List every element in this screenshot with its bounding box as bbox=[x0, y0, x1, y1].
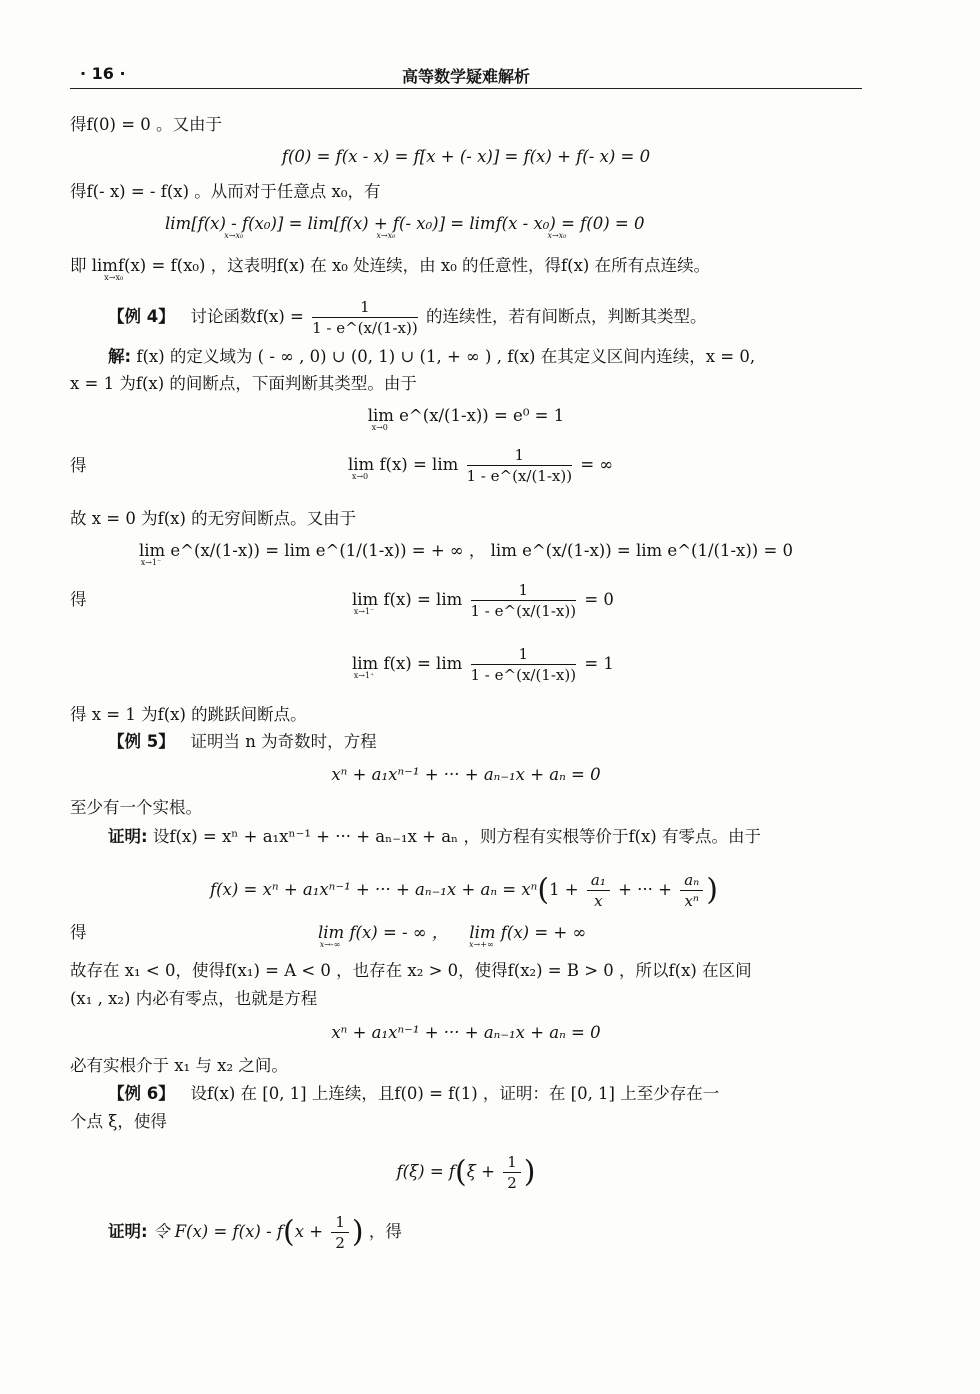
text-line: 得 bbox=[70, 456, 87, 475]
example-label: 【例 5】 bbox=[108, 732, 175, 751]
limit-expression: lim[f(x) - f(x₀)] = x→x₀ bbox=[165, 214, 303, 240]
running-title: 高等数学疑难解析 bbox=[401, 67, 530, 86]
fraction: $\frac{1}{1 - e\^{}(x/(1-x))}$ bbox=[470, 645, 577, 684]
text-line: 即 limf(x) = f(x₀) ，这表明f(x) 在 x₀ 处连续，由 x₀ 的任意性，得f(x) 在所有点连续。 x→x₀ bbox=[70, 256, 711, 282]
proof-line: 证明: 令 F(x) = f(x) - f(x + $\frac{1}{2}$ ) ，得 bbox=[108, 1213, 402, 1252]
limit-expression: lim[f(x) + f(- x₀)] = x→x₀ bbox=[307, 214, 465, 240]
proof-line: 证明: 设f(x) = xⁿ + a₁xⁿ⁻¹ + ··· + aₙ₋₁x + aₙ ，则方程有实根等价于f(x) 有零点。由于 bbox=[108, 827, 761, 846]
limit-expression: limf(x - x₀) = f(0) = 0 x→x₀ bbox=[469, 214, 645, 240]
fraction: $\frac{1}{1 - e\^{}(x/(1-x))}$ bbox=[312, 298, 418, 337]
page-number: · 16 · bbox=[80, 64, 126, 83]
text-line: 故 x = 0 为f(x) 的无穷间断点。又由于 bbox=[70, 509, 357, 528]
equation bbox=[70, 405, 862, 432]
text-line: 得 bbox=[70, 923, 87, 942]
equation: xⁿ + a₁xⁿ⁻¹ + ··· + aₙ₋₁x + aₙ = 0 bbox=[331, 765, 601, 784]
equation: f(ξ) = f(ξ + $\frac{1}{2}$ ) bbox=[396, 1153, 536, 1192]
example-label: 【例 6】 bbox=[108, 1084, 175, 1103]
equation: lim f(x) = lim x→1⁻ $\frac{1}{1 - e\^{}(x/(1-x))}$ = 0 bbox=[352, 581, 614, 620]
equation bbox=[70, 540, 862, 567]
limit-expression: lim f(x) = lim x→1⁻ bbox=[352, 590, 463, 616]
equation: lim f(x) = lim x→1⁺ $\frac{1}{1 - e\^{}(x/(1-x))}$ = 1 bbox=[352, 645, 614, 684]
limit-expression: lim f(x) = lim x→0 bbox=[348, 455, 459, 481]
example-4: 【例 4】 讨论函数f(x) = $\frac{1}{1 - e\^{}(x/(1-x))}$ 的连续性，若有间断点，判断其类型。 bbox=[108, 298, 707, 337]
example-label: 【例 4】 bbox=[108, 307, 175, 326]
limit-expression: lim f(x) = - ∞ ， x→-∞ bbox=[318, 923, 449, 949]
solution-label: 解: bbox=[108, 347, 132, 366]
equation: xⁿ + a₁xⁿ⁻¹ + ··· + aₙ₋₁x + aₙ = 0 bbox=[331, 1023, 601, 1042]
page-header bbox=[70, 58, 862, 89]
proof-label: 证明: bbox=[108, 1222, 148, 1241]
limit-expression: lim f(x) = lim x→1⁺ bbox=[352, 654, 463, 680]
equation: f(0) = f(x - x) = f[x + (- x)] = f(x) + f(- x) = 0 bbox=[281, 147, 651, 166]
text-line: 个点 ξ，使得 bbox=[70, 1112, 167, 1131]
text-line: x = 1 为f(x) 的间断点，下面判断其类型。由于 bbox=[70, 374, 417, 393]
limit-expression: lim e^(x/(1-x)) = lim e^(1/(1-x)) = + ∞ ， lim e^(x/(1-x)) = lim e^(1/(1-x)) = 0 x→1⁻ bbox=[138, 541, 794, 567]
fraction: $\frac{1}{2}$ bbox=[331, 1212, 349, 1253]
limit-expression: limf(x) = f(x₀) ，这表明f(x) 在 x₀ 处连续，由 x₀ 的任意性，得f(x) 在所有点连续。 x→x₀ bbox=[91, 256, 711, 282]
limit-expression: lim e^(x/(1-x)) = e⁰ = 1 x→0 bbox=[367, 406, 565, 432]
equation bbox=[318, 922, 587, 949]
text-line: 得f(- x) = - f(x) 。从而对于任意点 x₀，有 bbox=[70, 182, 381, 201]
fraction: $\frac{1}{1 - e\^{}(x/(1-x))}$ bbox=[466, 446, 573, 485]
example-5: 【例 5】 证明当 n 为奇数时，方程 bbox=[108, 732, 377, 751]
equation-limit-row bbox=[165, 213, 645, 240]
text-line: 得 x = 1 为f(x) 的跳跃间断点。 bbox=[70, 705, 307, 724]
text-line: (x₁ , x₂) 内必有零点，也就是方程 bbox=[70, 989, 318, 1008]
text-line: 得 bbox=[70, 590, 87, 609]
limit-expression: lim f(x) = + ∞ x→+∞ bbox=[469, 923, 587, 949]
fraction: $\frac{1}{2}$ bbox=[503, 1152, 521, 1193]
fraction: $\frac{1}{1 - e\^{}(x/(1-x))}$ bbox=[470, 581, 577, 620]
fraction: $\frac{\text{aₙ}}{\text{xⁿ}}$ bbox=[680, 870, 703, 911]
fraction: $\frac{\text{a₁}}{x}$ bbox=[587, 870, 610, 911]
text-line: 必有实根介于 x₁ 与 x₂ 之间。 bbox=[70, 1056, 288, 1075]
text-line: 得f(0) = 0 。又由于 bbox=[70, 115, 223, 134]
example-6: 【例 6】 设f(x) 在 [0, 1] 上连续，且f(0) = f(1) ，证明：在 [0, 1] 上至少存在一 bbox=[108, 1084, 720, 1103]
solution-line: 解: f(x) 的定义域为 ( - ∞ , 0) ∪ (0, 1) ∪ (1, + ∞ ) , f(x) 在其定义区间内连续，x = 0, bbox=[108, 347, 756, 366]
equation: lim f(x) = lim x→0 $\frac{1}{1 - e\^{}(x/(1-x))}$ = ∞ bbox=[348, 446, 614, 485]
text-line: 至少有一个实根。 bbox=[70, 798, 202, 817]
text-line: 故存在 x₁ < 0，使得f(x₁) = A < 0 ，也存在 x₂ > 0，使得f(x₂) = B > 0 ，所以f(x) 在区间 bbox=[70, 961, 752, 980]
equation: f(x) = xⁿ + a₁xⁿ⁻¹ + ··· + aₙ₋₁x + aₙ = xⁿ(1 + $\frac{\text{a₁}}{x}$ + ··· + $\frac{\text{aₙ}}{\text{xⁿ}}$ ) bbox=[210, 871, 718, 910]
proof-label: 证明: bbox=[108, 827, 148, 846]
